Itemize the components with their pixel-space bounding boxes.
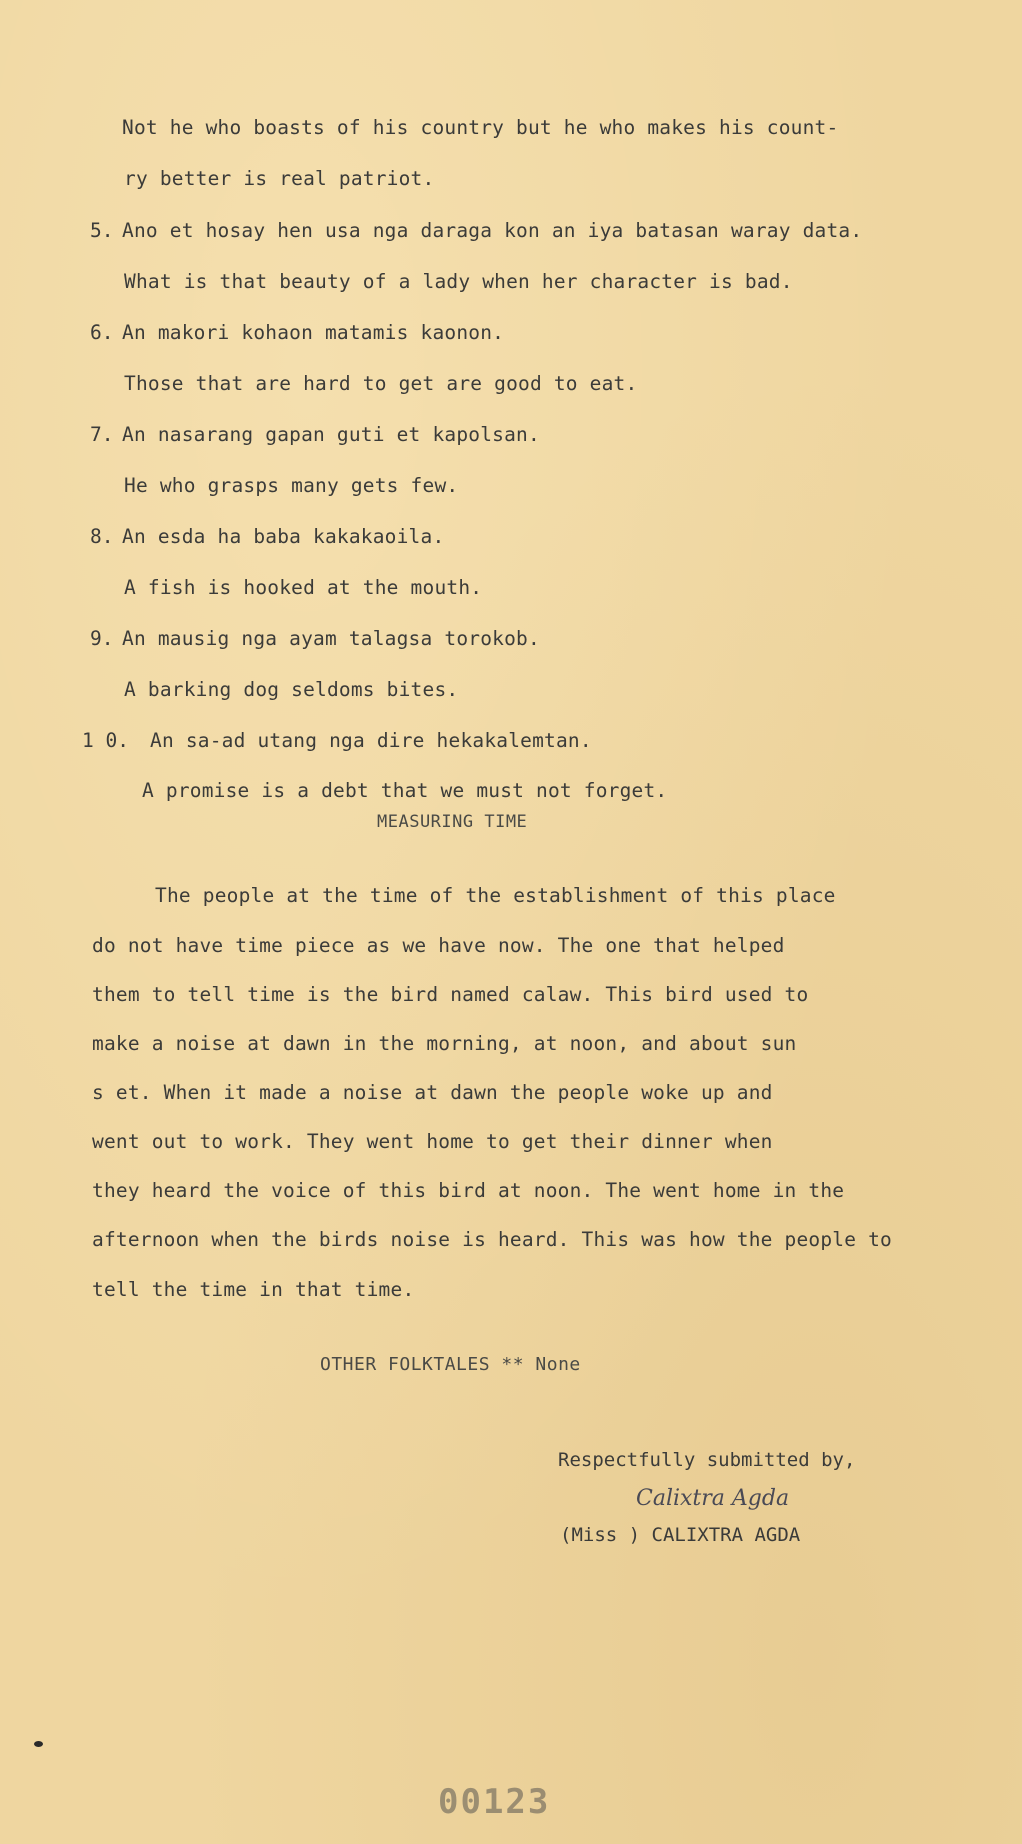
proverb-number: 9. <box>90 627 114 650</box>
paragraph-line: do not have time piece as we have now. The one that helped <box>92 934 785 957</box>
paragraph-line: s et. When it made a noise at dawn the people woke up and <box>92 1081 773 1104</box>
proverb-english: A fish is hooked at the mouth. <box>124 576 483 599</box>
proverb-top-line-1: Not he who boasts of his country but he who makes his count- <box>122 116 839 139</box>
proverb-english: A barking dog seldoms bites. <box>124 678 459 701</box>
paragraph-line: they heard the voice of this bird at noon. The went home in the <box>92 1179 845 1202</box>
paragraph-line: tell the time in that time. <box>92 1278 415 1301</box>
proverb-native: Ano et hosay hen usa nga daraga kon an iya batasan waray data. <box>122 219 863 242</box>
proverb-number: 5. <box>90 219 114 242</box>
respectfully-submitted: Respectfully submitted by, <box>558 1449 856 1471</box>
proverb-native: An makori kohaon matamis kaonon. <box>122 321 505 344</box>
proverb-english: Those that are hard to get are good to eat. <box>124 372 638 395</box>
paragraph-line: The people at the time of the establishment of this place <box>155 884 836 907</box>
proverb-native: An esda ha baba kakakaoila. <box>122 525 445 548</box>
proverb-number: 1 0. <box>82 729 129 752</box>
page-stamp-number: 00123 <box>438 1782 551 1822</box>
ink-spot <box>34 1741 43 1747</box>
proverb-native: An nasarang gapan guti et kapolsan. <box>122 423 540 446</box>
proverb-english: He who grasps many gets few. <box>124 474 459 497</box>
proverb-english: A promise is a debt that we must not forget. <box>142 779 668 802</box>
proverb-top-line-2: ry better is real patriot. <box>124 167 435 190</box>
paragraph-line: make a noise at dawn in the morning, at noon, and about sun <box>92 1032 797 1055</box>
other-folktales-note: OTHER FOLKTALES ** None <box>320 1354 581 1375</box>
proverb-number: 6. <box>90 321 114 344</box>
proverb-number: 7. <box>90 423 114 446</box>
proverb-number: 8. <box>90 525 114 548</box>
typed-name: (Miss ) CALIXTRA AGDA <box>560 1524 801 1546</box>
handwritten-signature: Calixtra Agda <box>636 1486 790 1511</box>
proverb-native: An mausig nga ayam talagsa torokob. <box>122 627 540 650</box>
paragraph-line: went out to work. They went home to get their dinner when <box>92 1130 773 1153</box>
proverb-english: What is that beauty of a lady when her character is bad. <box>124 270 793 293</box>
paragraph-line: afternoon when the birds noise is heard. This was how the people to <box>92 1228 892 1251</box>
proverb-native: An sa-ad utang nga dire hekakalemtan. <box>150 729 592 752</box>
section-heading-measuring-time: MEASURING TIME <box>377 812 528 832</box>
paragraph-line: them to tell time is the bird named calaw. This bird used to <box>92 983 809 1006</box>
